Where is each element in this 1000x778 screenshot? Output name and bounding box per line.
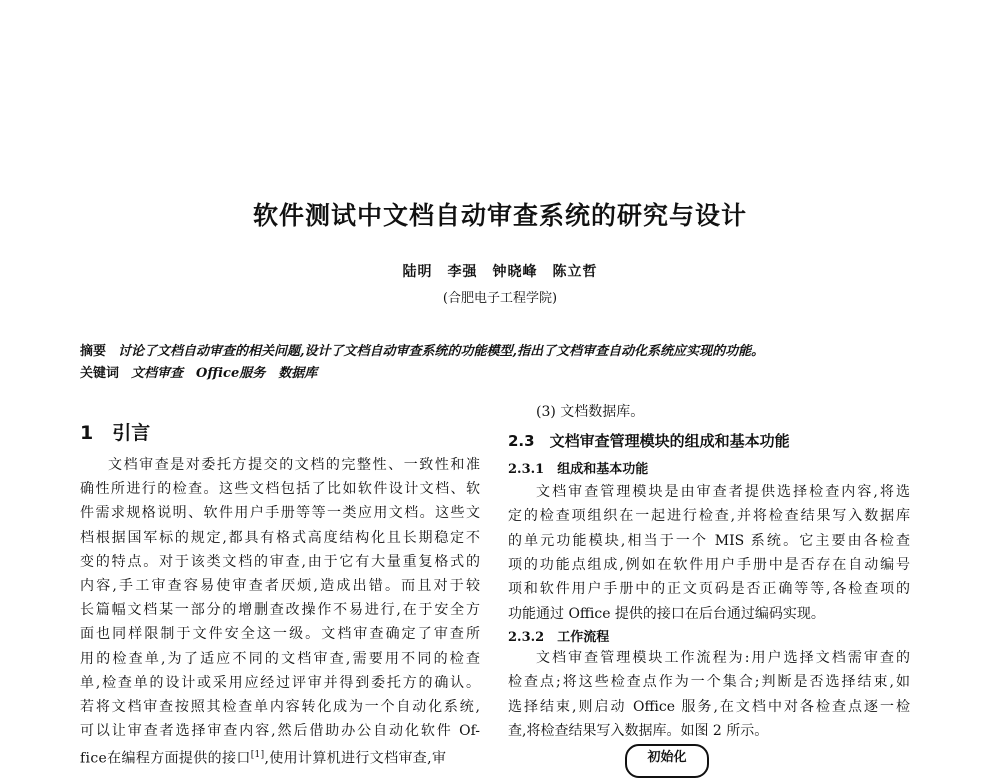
abstract	[80, 340, 764, 359]
abstract-text: 讨论了文档自动审查的相关问题,设计了文档自动审查系统的功能模型,指出了文档审查自动化系统应实现的功能。	[118, 344, 765, 359]
subsection-heading-2-3-1: 2.3.1 组成和基本功能	[508, 462, 649, 477]
paragraph-line: 档根据国军标的规定,都具有格式高度结构化且长期稳定不	[80, 529, 480, 546]
paragraph-line: 内容,手工审查容易使审查者厌烦,造成出错。而且对于较	[80, 578, 480, 594]
paragraph-line: 若将文档审查按照其检查单内容转化成为一个自动化系统,	[80, 699, 480, 715]
paragraph-line: 功能通过 Office 提供的接口在后台通过编码实现。	[508, 605, 825, 622]
abstract-label: 摘要	[80, 344, 107, 359]
paragraph-line	[80, 745, 480, 768]
keywords-label: 关键词	[80, 366, 120, 381]
paragraph-line: 文档审查管理模块是由审查者提供选择检查内容,将选	[536, 484, 910, 500]
paper-title: 软件测试中文档自动审查系统的研究与设计	[252, 201, 747, 230]
keywords-text: 文档审查 Office服务 数据库	[131, 366, 318, 381]
section-heading-introduction: 1 引言	[80, 422, 151, 444]
paragraph-line: 面也同样限制于文件安全这一级。文档审查确定了审查所	[80, 626, 480, 643]
paragraph-line: 文档审查管理模块工作流程为:用户选择文档需审查的	[536, 650, 910, 666]
paragraph-line: 查,将检查结果写入数据库。如图 2 所示。	[508, 722, 769, 739]
paragraph-line: 可以让审查者选择审查内容,然后借助办公自动化软件 Of-	[80, 723, 480, 740]
paragraph-line: 的单元功能模块,相当于一个 MIS 系统。它主要由各检查	[508, 532, 910, 549]
paragraph-line: 选择结束,则启动 Office 服务,在文档中对各检查点逐一检	[508, 698, 910, 715]
text: fice在编程方面提供的接口	[80, 751, 251, 768]
subsection-heading-2-3-2: 2.3.2 工作流程	[508, 630, 610, 645]
paragraph-line: 变的特点。对于该类文档的审查,由于它有大量重复格式的	[80, 553, 480, 570]
paragraph-line: 文档审查是对委托方提交的文档的完整性、一致性和准	[108, 457, 480, 473]
authors: 陆明 李强 钟晓峰 陈立哲	[402, 264, 598, 280]
paragraph-line: 用的检查单,为了适应不同的文档审查,需要用不同的检查	[80, 650, 480, 667]
keywords	[80, 362, 317, 381]
text: ,使用计算机进行文档审查,审	[264, 751, 447, 768]
flowchart-node-init: 初始化	[625, 744, 709, 778]
citation: [1]	[250, 750, 265, 761]
paragraph-line: 件需求规格说明、软件用户手册等等一类应用文档。这些文	[80, 505, 480, 522]
paragraph-line: 确性所进行的检查。这些文档包括了比如软件设计文档、软	[80, 481, 480, 498]
paragraph-line: 项和软件用户手册中的正文页码是否正确等等,各检查项的	[508, 581, 910, 598]
list-item-3: (3) 文档数据库。	[536, 404, 645, 420]
paragraph-line: 定的检查项组织在一起进行检查,并将检查结果写入数据库	[508, 508, 910, 525]
paragraph-line: 长篇幅文档某一部分的增删查改操作不易进行,在于安全方	[80, 602, 480, 619]
paragraph-line: 单,检查单的设计或采用应经过评审并得到委托方的确认。	[80, 674, 480, 691]
paragraph-line: 项的功能点组成,例如在软件用户手册中是否存在自动编号	[508, 556, 910, 573]
paragraph-line: 检查点;将这些检查点作为一个集合;判断是否选择结束,如	[508, 674, 910, 691]
affiliation: (合肥电子工程学院)	[442, 291, 558, 306]
section-heading-2-3: 2.3 文档审查管理模块的组成和基本功能	[508, 432, 790, 450]
